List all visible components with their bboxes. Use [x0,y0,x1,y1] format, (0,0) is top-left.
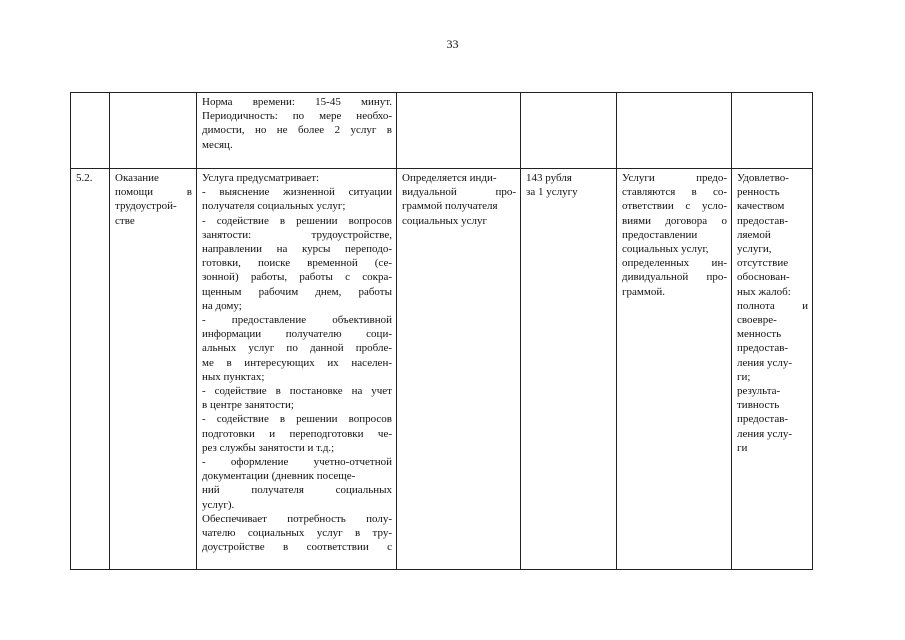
text-line: направлении на курсы переподо- [202,243,392,256]
text-line: - выяснение жизненной ситуации [202,186,392,199]
text-line: ления услу- [737,427,792,440]
quality-cell [732,93,813,169]
text-line: полнота и [737,299,808,312]
text-line: занятости: трудоустройстве, [202,228,392,241]
text-line: готовки, поиске временной (се- [202,257,392,270]
text-line: качеством [737,200,785,213]
text-line: помощи в [115,186,192,199]
text-line: предоставлении [622,228,698,241]
text-line: - содействие в решении вопросов [202,214,392,227]
conditions-cell [617,93,732,169]
text-line: зонной) работы, работы с сокра- [202,271,392,284]
text-line: Услуги предо- [622,172,727,184]
text-line: - содействие в решении вопросов [202,413,392,426]
volume-cell [397,169,521,570]
text-line: в центре занятости; [202,399,294,412]
text-line: определенных ин- [622,257,727,270]
text-line: тивность [737,399,780,412]
price-cell [521,169,617,570]
text-line: граммой получателя [402,200,498,213]
text-line: Удовлетво- [737,172,789,184]
text-line: отсутствие [737,257,789,270]
text-line: услуги, [737,243,772,256]
text-line: щенным рабочим днем, работы [202,285,392,298]
text-line: результа- [737,385,781,398]
text-line: ренность [737,186,780,199]
services-table [70,92,813,570]
text-line: предостав- [737,214,789,227]
text-line: обоснован- [737,271,790,284]
text-line: на дому; [202,299,242,312]
text-line: менность [737,328,782,341]
name-cell [110,169,197,570]
text-line: рез службы занятости и т.д.; [202,441,335,454]
text-line: документации (дневник посеще- [202,470,356,483]
text-line: 143 рубля [526,172,572,184]
text-line: ги [737,441,748,454]
text-line: услуг). [202,498,235,511]
number-cell [71,93,110,169]
text-line: информации получателю соци- [202,328,392,341]
text-line: Услуга предусматривает: [202,172,320,184]
text-line: трудоустрой- [115,200,177,213]
text-line: ляемой [737,228,771,241]
text-line: своевре- [737,314,777,327]
text-line: ме в интересующих их населен- [202,356,392,369]
text-line: ги; [737,370,751,383]
service-description-cell [197,93,397,169]
text-line: альных услуг по данной пробле- [202,342,392,355]
text-line: ответствии с усло- [622,200,727,213]
text-line: подготовки и переподготовки че- [202,427,392,440]
text-line: социальных услуг [402,214,488,227]
name-cell [110,93,197,169]
page-number: 33 [446,37,459,51]
text-line: Норма времени: 15-45 минут. [202,96,392,108]
price-cell [521,93,617,169]
text-line: месяц. [202,138,233,151]
text-line: ления услу- [737,356,792,369]
text-line: - оформление учетно-отчетной [202,456,392,469]
text-line: ных жалоб: [737,285,791,298]
text-line: Определяется инди- [402,172,497,184]
text-line: - содействие в постановке на учет [202,385,392,398]
text-line: предостав- [737,342,789,355]
text-line: виями договора о [622,214,727,227]
text-line: стве [115,214,135,227]
volume-cell [397,93,521,169]
text-line: граммой. [622,285,665,298]
text-line: ставляются в со- [622,186,727,199]
text-line: - предоставление объективной [202,314,392,327]
text-line: видуальной про- [402,186,516,199]
text-line: социальных услуг, [622,243,709,256]
text-line: за 1 услугу [526,186,578,199]
text-line: Оказание [115,172,159,184]
table-row [71,93,813,169]
table-row [71,169,813,570]
text-line: ний получателя социальных [202,484,392,497]
text-line: Периодичность: по мере необхо- [202,110,392,123]
text-line: дивидуальной про- [622,271,727,284]
text-line: предостав- [737,413,789,426]
quality-cell [732,169,813,570]
text-line: чателю социальных услуг в тру- [202,527,392,540]
text-line: Обеспечивает потребность полу- [202,512,392,525]
text-line: ных пунктах; [202,370,265,383]
number-cell: 5.2. [71,169,110,570]
text-line: получателя социальных услуг; [202,200,346,213]
service-description-cell [197,169,397,570]
conditions-cell [617,169,732,570]
text-line: доустройстве в соответствии с [202,541,392,554]
text-line: димости, но не более 2 услуг в [202,124,392,137]
